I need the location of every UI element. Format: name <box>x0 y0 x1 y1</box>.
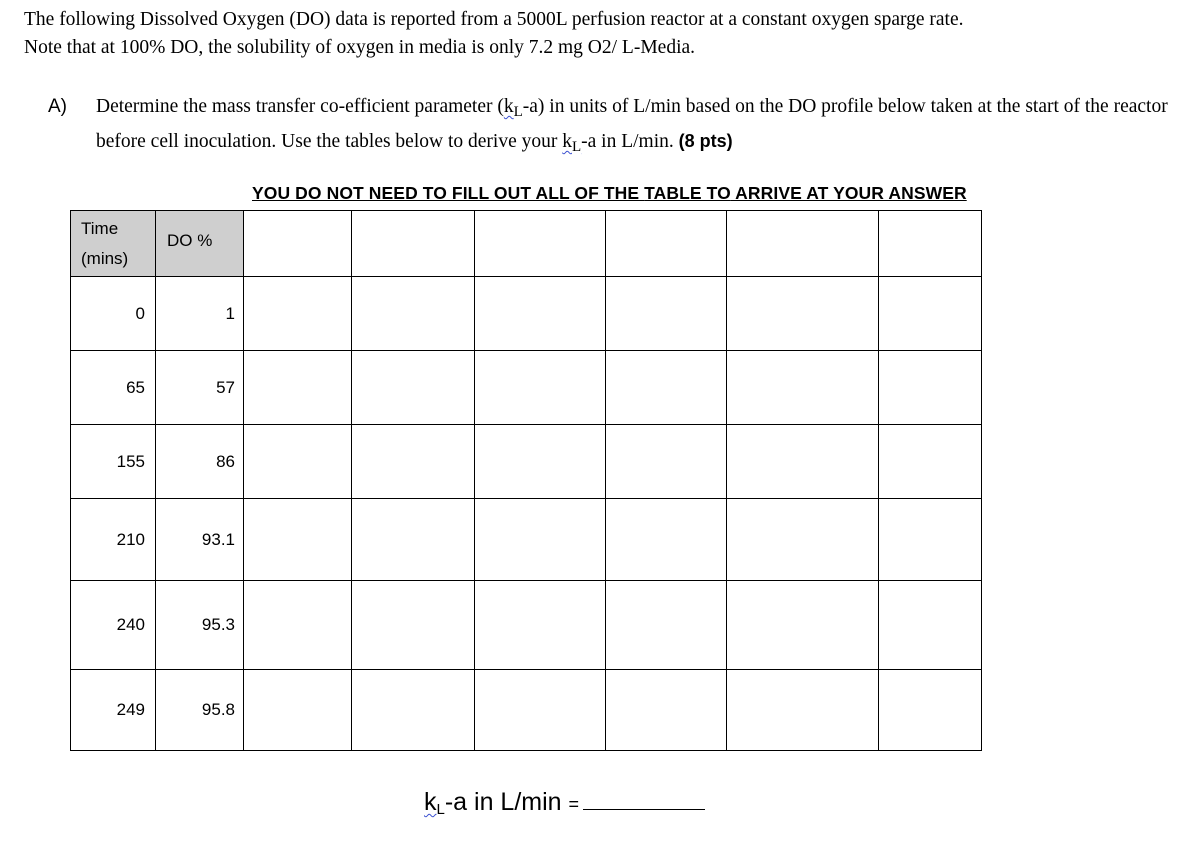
header-time: Time (mins) <box>71 211 156 277</box>
blank-cell[interactable] <box>244 499 352 581</box>
blank-cell[interactable] <box>727 425 879 499</box>
blank-cell[interactable] <box>879 581 982 670</box>
question-points: (8 pts) <box>678 131 733 151</box>
table-row <box>71 581 982 670</box>
answer-line <box>424 788 705 818</box>
blank-cell[interactable] <box>879 277 982 351</box>
table-row <box>71 499 982 581</box>
blank-cell[interactable] <box>879 499 982 581</box>
kla-symbol-answer: $k_L$ <box>424 788 445 818</box>
blank-cell[interactable] <box>352 499 475 581</box>
blank-cell[interactable] <box>606 670 727 751</box>
intro-line-2: Note that at 100% DO, the solubility of oxygen in media is only 7.2 mg O2/ L-Media. <box>24 37 696 58</box>
blank-cell[interactable] <box>475 581 606 670</box>
header-do: DO % <box>156 211 244 277</box>
do-cell: 86 <box>156 425 244 499</box>
time-cell: 210 <box>71 499 156 581</box>
table-row <box>71 277 982 351</box>
intro-text <box>24 6 1184 62</box>
time-cell: 249 <box>71 670 156 751</box>
blank-cell[interactable] <box>244 351 352 425</box>
blank-cell[interactable] <box>727 277 879 351</box>
blank-cell[interactable] <box>475 499 606 581</box>
blank-cell[interactable] <box>352 211 475 277</box>
blank-cell[interactable] <box>244 425 352 499</box>
blank-cell[interactable] <box>475 670 606 751</box>
question-label: A) <box>48 96 67 117</box>
question-text-2: -a) in units of L/min based on the DO profile below taken at the start of the reactor before cell inoculation. Use the tables below to derive your <box>96 96 1168 152</box>
blank-cell[interactable] <box>352 351 475 425</box>
blank-cell[interactable] <box>352 277 475 351</box>
blank-cell[interactable] <box>475 425 606 499</box>
blank-cell[interactable] <box>606 581 727 670</box>
blank-cell[interactable] <box>244 277 352 351</box>
blank-cell[interactable] <box>727 211 879 277</box>
blank-cell[interactable] <box>879 211 982 277</box>
do-cell: 95.3 <box>156 581 244 670</box>
table-header-row <box>71 211 982 277</box>
question-text-3: -a in L/min. <box>581 131 679 152</box>
answer-blank[interactable] <box>583 808 705 810</box>
intro-line-1: The following Dissolved Oxygen (DO) data is reported from a 5000L perfusion reactor at a constant oxygen sparge rate. <box>24 9 964 30</box>
time-cell: 155 <box>71 425 156 499</box>
blank-cell[interactable] <box>606 425 727 499</box>
blank-cell[interactable] <box>727 581 879 670</box>
do-data-table <box>70 210 982 751</box>
time-cell: 65 <box>71 351 156 425</box>
blank-cell[interactable] <box>606 211 727 277</box>
blank-cell[interactable] <box>879 670 982 751</box>
table-notice: YOU DO NOT NEED TO FILL OUT ALL OF THE TABLE TO ARRIVE AT YOUR ANSWER <box>252 183 967 203</box>
blank-cell[interactable] <box>879 425 982 499</box>
question-text-1: Determine the mass transfer co-efficient parameter ( <box>96 96 504 117</box>
answer-label: -a in L/min <box>444 788 562 816</box>
blank-cell[interactable] <box>475 277 606 351</box>
blank-cell[interactable] <box>244 670 352 751</box>
do-cell: 1 <box>156 277 244 351</box>
blank-cell[interactable] <box>352 425 475 499</box>
blank-cell[interactable] <box>606 277 727 351</box>
blank-cell[interactable] <box>352 581 475 670</box>
do-cell: 95.8 <box>156 670 244 751</box>
table-row <box>71 351 982 425</box>
blank-cell[interactable] <box>475 211 606 277</box>
blank-cell[interactable] <box>727 670 879 751</box>
blank-cell[interactable] <box>879 351 982 425</box>
kla-symbol-1: $k_L$ <box>503 96 523 120</box>
table-row <box>71 425 982 499</box>
time-cell: 0 <box>71 277 156 351</box>
blank-cell[interactable] <box>727 499 879 581</box>
blank-cell[interactable] <box>727 351 879 425</box>
time-cell: 240 <box>71 581 156 670</box>
question-a <box>48 92 1188 162</box>
kla-symbol-2: $k_L$ <box>562 131 582 155</box>
table-row <box>71 670 982 751</box>
blank-cell[interactable] <box>606 351 727 425</box>
blank-cell[interactable] <box>475 351 606 425</box>
blank-cell[interactable] <box>244 581 352 670</box>
blank-cell[interactable] <box>244 211 352 277</box>
blank-cell[interactable] <box>606 499 727 581</box>
do-cell: 93.1 <box>156 499 244 581</box>
blank-cell[interactable] <box>352 670 475 751</box>
do-cell: 57 <box>156 351 244 425</box>
question-body <box>96 92 1188 162</box>
answer-equals: = <box>568 794 580 814</box>
